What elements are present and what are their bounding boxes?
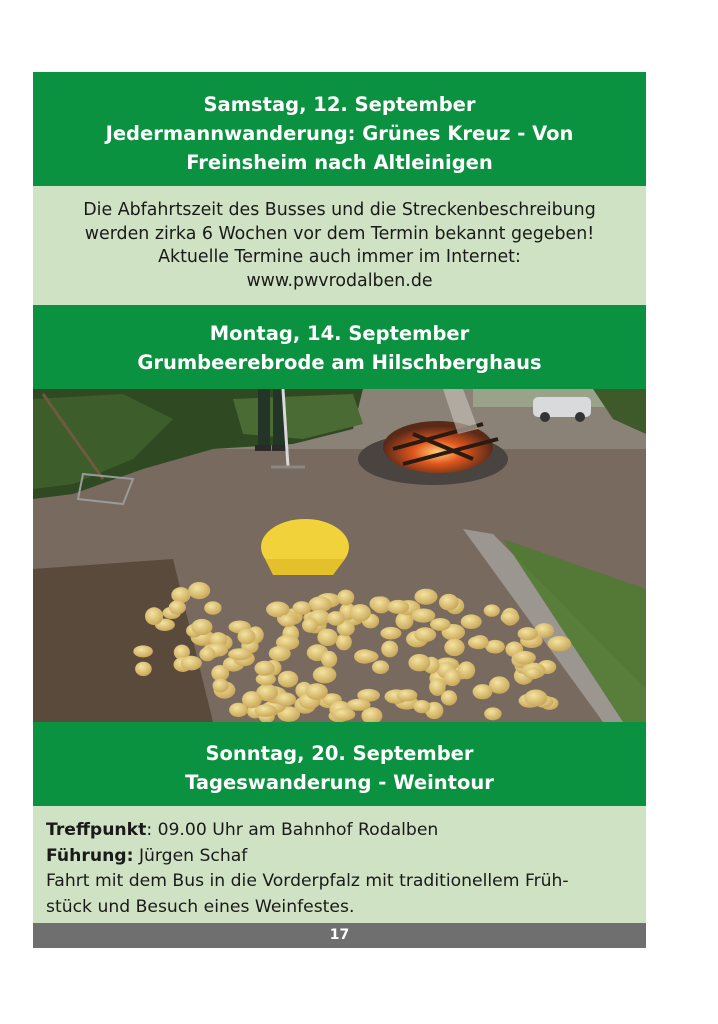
potato [414,627,436,642]
event-title-line: Freinsheim nach Altleinigen [186,151,493,174]
event-date: Sonntag, 20. September [205,742,474,765]
potato [458,661,476,679]
guide-value: Jürgen Schaf [133,845,248,866]
potato [372,660,389,674]
guide-row [46,844,633,870]
potato [501,611,520,624]
potato [228,648,252,660]
potato [347,699,371,711]
potato [429,678,446,696]
potato [430,618,451,631]
potato [461,614,482,629]
potato [135,662,152,676]
photo-illustration [33,389,646,722]
potato [242,691,262,708]
event-date: Samstag, 12. September [203,93,476,116]
event-header-samstag [33,72,646,186]
potato [145,607,163,625]
potato [513,651,536,665]
potato [548,636,572,651]
event-info-box [33,186,646,305]
event-title-line: Jedermannwanderung: Grünes Kreuz - Von [105,122,574,145]
potato [484,707,501,720]
potato [518,627,538,640]
potato [269,646,291,661]
potato [439,594,459,611]
potato [255,661,275,676]
info-line: werden zirka 6 Wochen vor dem Termin bekannt gegeben! [84,223,595,244]
potato [337,590,354,606]
meeting-value: : 09.00 Uhr am Bahnhof Rodalben [146,820,439,840]
description-line: stück und Besuch eines Weinfestes. [46,896,355,917]
potato [525,667,542,679]
page-number-bar [33,923,646,948]
event-header-sonntag [33,722,646,806]
potato [199,647,215,661]
potato [306,683,328,700]
potato [204,601,221,615]
potato [302,618,318,633]
potato [276,693,297,707]
info-line: Die Abfahrtszeit des Busses und die Streckenbeschreibung [83,200,596,220]
potato-fire-photo [33,389,646,722]
potato [397,689,418,701]
potato [238,629,256,645]
potato [473,684,493,699]
potato [387,600,409,614]
potato [332,708,355,721]
potato [414,700,431,713]
potato [213,679,229,693]
potato [321,651,337,668]
potato [279,615,297,627]
potato [381,641,398,658]
potato [191,619,212,635]
potato [327,611,345,626]
potato [355,650,379,663]
event-details-box [33,806,646,923]
potato [336,634,352,651]
potato [524,690,547,707]
potato [133,645,153,657]
potato [350,604,371,622]
potato [169,600,186,614]
potato [188,582,210,599]
potato [181,656,202,671]
page-number: 17 [329,927,350,943]
website-url: www.pwvrodalben.de [246,270,433,291]
potato [313,666,337,683]
event-title: Grumbeerebrode am Hilschberghaus [137,351,542,374]
event-title: Tageswanderung - Weintour [185,771,494,794]
program-page [33,72,646,948]
potato [484,604,500,616]
guide-label: Führung: [46,845,134,866]
potato [408,654,430,671]
event-date: Montag, 14. September [209,322,470,345]
potato [412,609,436,623]
info-line: Aktuelle Termine auch immer im Internet: [158,247,521,267]
potato [293,601,312,615]
meeting-label: Treffpunkt [46,820,147,840]
potato [380,627,401,640]
potato [415,589,438,605]
potato [317,629,337,646]
description-line: Fahrt mit dem Bus in die Vorderpfalz mit traditionellem Früh- [46,871,569,891]
potato [171,587,190,603]
potato [444,639,464,656]
meeting-point-row [46,818,633,844]
event-header-montag [33,305,646,389]
potato [278,671,298,688]
potato [468,636,489,649]
